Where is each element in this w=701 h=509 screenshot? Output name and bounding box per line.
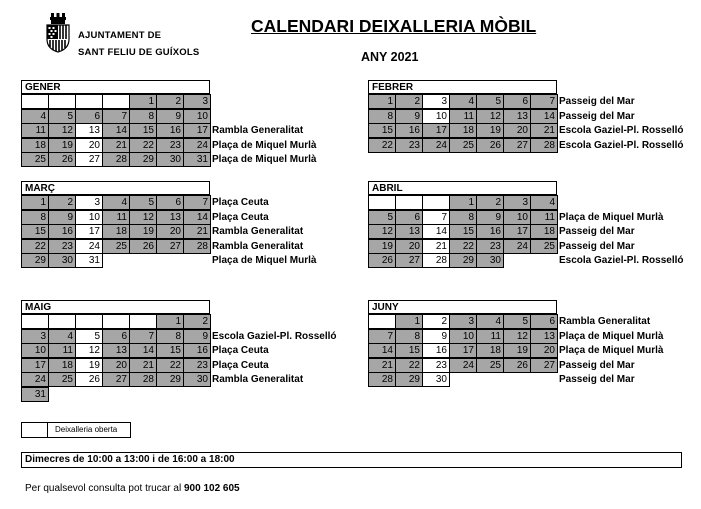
day-cell: 6 bbox=[530, 314, 558, 329]
day-cell: 21 bbox=[183, 224, 211, 239]
day-cell: 25 bbox=[476, 358, 504, 373]
day-cell: 18 bbox=[102, 224, 130, 239]
day-cell: 29 bbox=[129, 152, 157, 167]
day-cell: 30 bbox=[183, 372, 211, 387]
day-cell: 24 bbox=[21, 372, 49, 387]
day-cell: 6 bbox=[102, 329, 130, 344]
empty-day-cell bbox=[21, 314, 49, 329]
day-cell: 13 bbox=[156, 210, 184, 225]
week-location: Passeig del Mar bbox=[559, 226, 635, 237]
day-cell: 3 bbox=[503, 195, 531, 210]
day-cell: 14 bbox=[422, 224, 450, 239]
day-cell: 18 bbox=[476, 343, 504, 358]
day-cell: 17 bbox=[422, 123, 450, 138]
day-cell: 13 bbox=[75, 123, 103, 138]
day-cell: 29 bbox=[449, 253, 477, 268]
day-cell: 9 bbox=[156, 109, 184, 124]
day-cell: 25 bbox=[530, 239, 558, 254]
day-cell: 25 bbox=[102, 239, 130, 254]
empty-day-cell bbox=[48, 94, 76, 109]
day-cell: 2 bbox=[476, 195, 504, 210]
day-cell: 27 bbox=[156, 239, 184, 254]
day-cell: 16 bbox=[156, 123, 184, 138]
day-cell: 1 bbox=[368, 94, 396, 109]
empty-day-cell bbox=[102, 94, 130, 109]
day-cell: 19 bbox=[75, 358, 103, 373]
contact-info bbox=[25, 483, 240, 494]
day-cell: 19 bbox=[48, 138, 76, 153]
day-cell: 26 bbox=[48, 152, 76, 167]
day-cell: 3 bbox=[183, 94, 211, 109]
day-cell: 16 bbox=[422, 343, 450, 358]
day-cell: 9 bbox=[422, 329, 450, 344]
month-title: FEBRER bbox=[368, 80, 557, 94]
day-cell: 23 bbox=[476, 239, 504, 254]
day-cell: 2 bbox=[183, 314, 211, 329]
day-cell: 16 bbox=[476, 224, 504, 239]
day-cell: 7 bbox=[129, 329, 157, 344]
day-cell: 11 bbox=[449, 109, 477, 124]
day-cell: 12 bbox=[75, 343, 103, 358]
empty-day-cell bbox=[75, 314, 103, 329]
week-location: Rambla Generalitat bbox=[212, 240, 304, 252]
day-cell: 18 bbox=[449, 123, 477, 138]
day-cell: 1 bbox=[129, 94, 157, 109]
day-cell: 20 bbox=[75, 138, 103, 153]
week-location: Passeig del Mar bbox=[559, 96, 635, 107]
day-cell: 20 bbox=[395, 239, 423, 254]
org-name-line1: AJUNTAMENT DE bbox=[78, 30, 162, 41]
day-cell: 7 bbox=[368, 329, 396, 344]
day-cell: 15 bbox=[21, 224, 49, 239]
day-cell: 24 bbox=[503, 239, 531, 254]
day-cell: 29 bbox=[21, 253, 49, 268]
day-cell: 5 bbox=[129, 195, 157, 210]
day-cell: 15 bbox=[129, 123, 157, 138]
day-cell: 18 bbox=[48, 358, 76, 373]
empty-day-cell bbox=[75, 94, 103, 109]
day-cell: 3 bbox=[449, 314, 477, 329]
month-title: MARÇ bbox=[21, 181, 210, 195]
week-location: Passeig del Mar bbox=[559, 359, 635, 371]
day-cell: 23 bbox=[422, 358, 450, 373]
day-cell: 4 bbox=[449, 94, 477, 109]
day-cell: 29 bbox=[156, 372, 184, 387]
day-cell: 10 bbox=[449, 329, 477, 344]
day-cell: 31 bbox=[21, 387, 49, 402]
day-cell: 26 bbox=[75, 372, 103, 387]
day-cell: 17 bbox=[75, 224, 103, 239]
day-cell: 25 bbox=[21, 152, 49, 167]
day-cell: 15 bbox=[368, 123, 396, 138]
day-cell: 10 bbox=[183, 109, 211, 124]
week-location: Plaça Ceuta bbox=[212, 359, 269, 371]
day-cell: 11 bbox=[102, 210, 130, 225]
week-location: Plaça de Miquel Murlà bbox=[212, 255, 317, 266]
day-cell: 23 bbox=[395, 138, 423, 153]
day-cell: 14 bbox=[368, 343, 396, 358]
day-cell: 6 bbox=[75, 109, 103, 124]
day-cell: 23 bbox=[183, 358, 211, 373]
day-cell: 21 bbox=[530, 123, 558, 138]
day-cell: 28 bbox=[129, 372, 157, 387]
day-cell: 7 bbox=[530, 94, 558, 109]
day-cell: 19 bbox=[129, 224, 157, 239]
week-location: Escola Gaziel-Pl. Rosselló bbox=[559, 125, 684, 136]
day-cell: 3 bbox=[75, 195, 103, 210]
day-cell: 16 bbox=[48, 224, 76, 239]
day-cell: 7 bbox=[422, 210, 450, 225]
coat-of-arms-logo bbox=[45, 13, 71, 53]
day-cell: 22 bbox=[129, 138, 157, 153]
day-cell: 26 bbox=[503, 358, 531, 373]
day-cell: 16 bbox=[183, 343, 211, 358]
day-cell: 8 bbox=[368, 109, 396, 124]
day-cell: 10 bbox=[21, 343, 49, 358]
day-cell: 21 bbox=[368, 358, 396, 373]
day-cell: 13 bbox=[530, 329, 558, 344]
day-cell: 11 bbox=[48, 343, 76, 358]
day-cell: 28 bbox=[102, 152, 130, 167]
week-location: Rambla Generalitat bbox=[212, 226, 304, 237]
day-cell: 4 bbox=[48, 329, 76, 344]
day-cell: 15 bbox=[156, 343, 184, 358]
week-location: Escola Gaziel-Pl. Rosselló bbox=[559, 139, 684, 151]
empty-day-cell bbox=[422, 195, 450, 210]
day-cell: 12 bbox=[368, 224, 396, 239]
empty-day-cell bbox=[395, 195, 423, 210]
day-cell: 5 bbox=[75, 329, 103, 344]
day-cell: 8 bbox=[156, 329, 184, 344]
day-cell: 6 bbox=[156, 195, 184, 210]
day-cell: 28 bbox=[530, 138, 558, 153]
day-cell: 4 bbox=[530, 195, 558, 210]
day-cell: 9 bbox=[48, 210, 76, 225]
day-cell: 22 bbox=[395, 358, 423, 373]
day-cell: 11 bbox=[476, 329, 504, 344]
week-location: Plaça de Miquel Murlà bbox=[212, 154, 317, 165]
day-cell: 31 bbox=[183, 152, 211, 167]
day-cell: 8 bbox=[129, 109, 157, 124]
day-cell: 22 bbox=[156, 358, 184, 373]
day-cell: 19 bbox=[368, 239, 396, 254]
day-cell: 3 bbox=[21, 329, 49, 344]
org-name-line2: SANT FELIU DE GUÍXOLS bbox=[78, 47, 200, 58]
legend-label: Deixalleria oberta bbox=[55, 425, 118, 434]
day-cell: 1 bbox=[21, 195, 49, 210]
day-cell: 1 bbox=[395, 314, 423, 329]
empty-day-cell bbox=[102, 314, 130, 329]
day-cell: 17 bbox=[183, 123, 211, 138]
day-cell: 12 bbox=[476, 109, 504, 124]
day-cell: 15 bbox=[395, 343, 423, 358]
day-cell: 27 bbox=[102, 372, 130, 387]
day-cell: 27 bbox=[530, 358, 558, 373]
month-title: MAIG bbox=[21, 300, 210, 314]
day-cell: 1 bbox=[156, 314, 184, 329]
day-cell: 24 bbox=[422, 138, 450, 153]
day-cell: 23 bbox=[156, 138, 184, 153]
day-cell: 16 bbox=[395, 123, 423, 138]
day-cell: 24 bbox=[183, 138, 211, 153]
week-location: Plaça de Miquel Murlà bbox=[559, 345, 664, 356]
day-cell: 12 bbox=[503, 329, 531, 344]
month-title: ABRIL bbox=[368, 181, 557, 195]
day-cell: 20 bbox=[530, 343, 558, 358]
month-title: GENER bbox=[21, 80, 210, 94]
day-cell: 8 bbox=[21, 210, 49, 225]
week-location: Escola Gaziel-Pl. Rosselló bbox=[559, 255, 684, 266]
day-cell: 2 bbox=[48, 195, 76, 210]
day-cell: 17 bbox=[449, 343, 477, 358]
empty-day-cell bbox=[368, 195, 396, 210]
day-cell: 9 bbox=[476, 210, 504, 225]
day-cell: 9 bbox=[395, 109, 423, 124]
week-location: Plaça Ceuta bbox=[212, 345, 269, 356]
legend-swatch-open bbox=[22, 423, 48, 437]
day-cell: 25 bbox=[449, 138, 477, 153]
day-cell: 11 bbox=[530, 210, 558, 225]
week-location: Plaça Ceuta bbox=[212, 197, 269, 208]
day-cell: 13 bbox=[395, 224, 423, 239]
day-cell: 2 bbox=[422, 314, 450, 329]
legend bbox=[21, 422, 131, 438]
day-cell: 13 bbox=[503, 109, 531, 124]
week-location: Passeig del Mar bbox=[559, 240, 635, 252]
day-cell: 3 bbox=[422, 94, 450, 109]
day-cell: 8 bbox=[449, 210, 477, 225]
day-cell: 15 bbox=[449, 224, 477, 239]
day-cell: 24 bbox=[449, 358, 477, 373]
day-cell: 12 bbox=[48, 123, 76, 138]
day-cell: 22 bbox=[449, 239, 477, 254]
week-location: Plaça Ceuta bbox=[212, 211, 269, 223]
day-cell: 7 bbox=[102, 109, 130, 124]
day-cell: 30 bbox=[156, 152, 184, 167]
day-cell: 30 bbox=[422, 372, 450, 387]
day-cell: 21 bbox=[422, 239, 450, 254]
page-title: CALENDARI DEIXALLERIA MÒBIL bbox=[251, 16, 537, 36]
day-cell: 9 bbox=[183, 329, 211, 344]
day-cell: 4 bbox=[21, 109, 49, 124]
day-cell: 12 bbox=[129, 210, 157, 225]
week-location: Plaça de Miquel Murlà bbox=[212, 139, 317, 151]
empty-day-cell bbox=[129, 314, 157, 329]
day-cell: 26 bbox=[129, 239, 157, 254]
day-cell: 27 bbox=[503, 138, 531, 153]
opening-hours: Dimecres de 10:00 a 13:00 i de 16:00 a 18:00 bbox=[21, 452, 682, 468]
day-cell: 11 bbox=[21, 123, 49, 138]
day-cell: 6 bbox=[395, 210, 423, 225]
day-cell: 10 bbox=[422, 109, 450, 124]
day-cell: 28 bbox=[368, 372, 396, 387]
day-cell: 18 bbox=[21, 138, 49, 153]
day-cell: 26 bbox=[476, 138, 504, 153]
day-cell: 18 bbox=[530, 224, 558, 239]
day-cell: 17 bbox=[21, 358, 49, 373]
day-cell: 5 bbox=[368, 210, 396, 225]
week-location: Passeig del Mar bbox=[559, 374, 635, 385]
day-cell: 31 bbox=[75, 253, 103, 268]
day-cell: 24 bbox=[75, 239, 103, 254]
week-location: Plaça de Miquel Murlà bbox=[559, 211, 664, 223]
week-location: Rambla Generalitat bbox=[212, 374, 304, 385]
day-cell: 22 bbox=[21, 239, 49, 254]
day-cell: 27 bbox=[75, 152, 103, 167]
day-cell: 2 bbox=[156, 94, 184, 109]
day-cell: 17 bbox=[503, 224, 531, 239]
day-cell: 30 bbox=[48, 253, 76, 268]
day-cell: 30 bbox=[476, 253, 504, 268]
week-location: Plaça de Miquel Murlà bbox=[559, 330, 664, 342]
day-cell: 1 bbox=[449, 195, 477, 210]
day-cell: 20 bbox=[102, 358, 130, 373]
day-cell: 10 bbox=[503, 210, 531, 225]
day-cell: 29 bbox=[395, 372, 423, 387]
day-cell: 20 bbox=[503, 123, 531, 138]
day-cell: 8 bbox=[395, 329, 423, 344]
day-cell: 27 bbox=[395, 253, 423, 268]
day-cell: 28 bbox=[183, 239, 211, 254]
day-cell: 21 bbox=[129, 358, 157, 373]
day-cell: 13 bbox=[102, 343, 130, 358]
day-cell: 7 bbox=[183, 195, 211, 210]
day-cell: 20 bbox=[156, 224, 184, 239]
day-cell: 6 bbox=[503, 94, 531, 109]
week-location: Rambla Generalitat bbox=[559, 316, 651, 327]
day-cell: 5 bbox=[48, 109, 76, 124]
year-label: ANY 2021 bbox=[361, 50, 419, 64]
contact-phone: 900 102 605 bbox=[183, 483, 240, 494]
day-cell: 21 bbox=[102, 138, 130, 153]
day-cell: 19 bbox=[503, 343, 531, 358]
day-cell: 14 bbox=[102, 123, 130, 138]
day-cell: 26 bbox=[368, 253, 396, 268]
day-cell: 2 bbox=[395, 94, 423, 109]
day-cell: 23 bbox=[48, 239, 76, 254]
day-cell: 14 bbox=[183, 210, 211, 225]
week-location: Passeig del Mar bbox=[559, 110, 635, 122]
month-title: JUNY bbox=[368, 300, 557, 314]
day-cell: 28 bbox=[422, 253, 450, 268]
day-cell: 5 bbox=[503, 314, 531, 329]
empty-day-cell bbox=[368, 314, 396, 329]
week-location: Escola Gaziel-Pl. Rosselló bbox=[212, 330, 337, 342]
day-cell: 14 bbox=[129, 343, 157, 358]
empty-day-cell bbox=[48, 314, 76, 329]
week-location: Rambla Generalitat bbox=[212, 125, 304, 136]
day-cell: 14 bbox=[530, 109, 558, 124]
contact-text: Per qualsevol consulta pot trucar al bbox=[25, 483, 184, 494]
day-cell: 4 bbox=[102, 195, 130, 210]
day-cell: 22 bbox=[368, 138, 396, 153]
day-cell: 4 bbox=[476, 314, 504, 329]
day-cell: 10 bbox=[75, 210, 103, 225]
day-cell: 5 bbox=[476, 94, 504, 109]
day-cell: 19 bbox=[476, 123, 504, 138]
empty-day-cell bbox=[21, 94, 49, 109]
day-cell: 25 bbox=[48, 372, 76, 387]
